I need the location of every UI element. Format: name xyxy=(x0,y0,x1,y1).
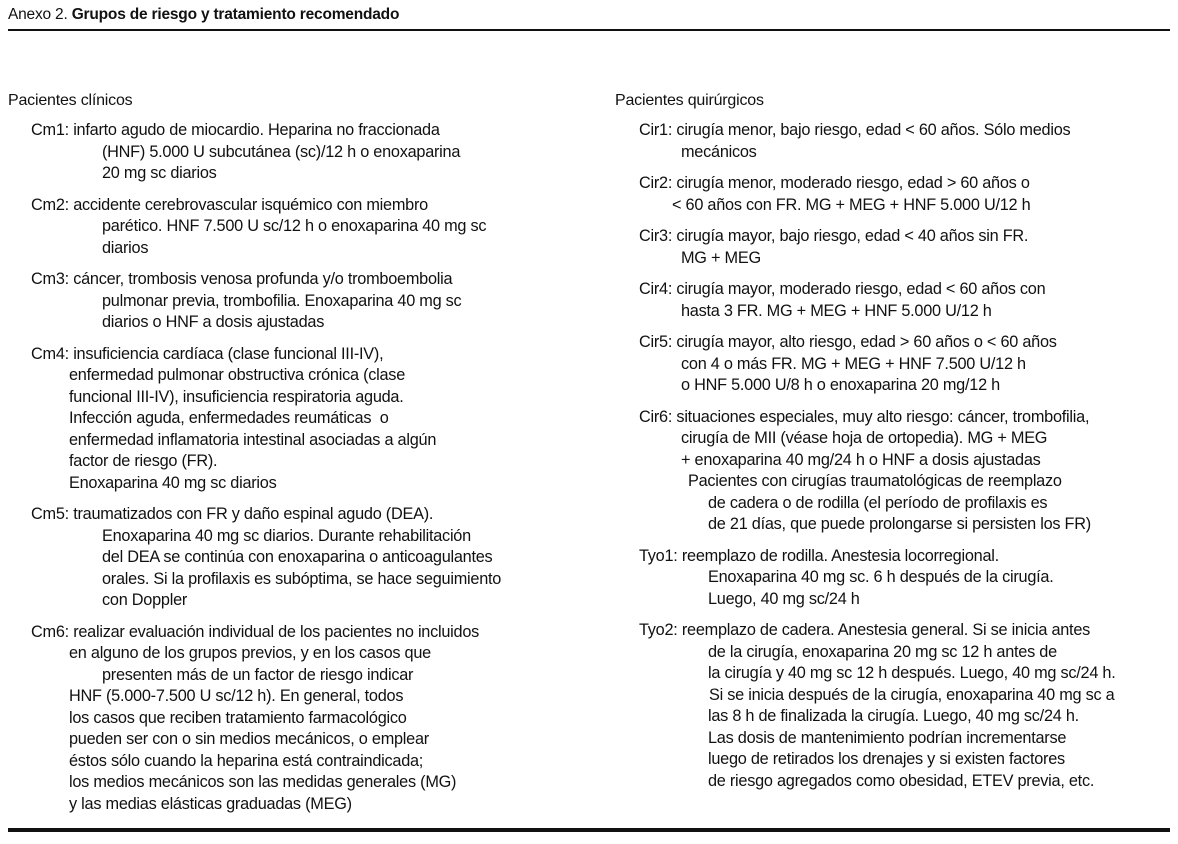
entry-line: las 8 h de finalizada la cirugía. Luego, 40 mg sc/24 h. xyxy=(708,707,1079,725)
entry-line: con 4 o más FR. MG + MEG + HNF 7.500 U/12 h xyxy=(681,354,1026,373)
entry-tyo1 xyxy=(639,546,1174,611)
entry-line: en alguno de los grupos previos, y en los casos que xyxy=(69,644,431,662)
entry-line: y las medias elásticas graduadas (MEG) xyxy=(69,794,352,813)
entry-line: Las dosis de mantenimiento podrían incrementarse xyxy=(708,728,1067,747)
entry-first-line xyxy=(639,332,1174,354)
entry-line: de riesgo agregados como obesidad, ETEV previa, etc. xyxy=(708,771,1095,790)
entry-text: traumatizados con FR y daño espinal agudo (DEA). xyxy=(73,505,434,523)
entry-first-line xyxy=(639,407,1174,429)
entry-cm6 xyxy=(31,622,601,816)
entry-cir2 xyxy=(639,173,1174,216)
entry-line: del DEA se continúa con enoxaparina o anticoagulantes xyxy=(102,548,493,566)
entry-first-line xyxy=(31,504,601,526)
entry-line: (HNF) 5.000 U subcutánea (sc)/12 h o enoxaparina xyxy=(102,142,461,161)
entry-line: pueden ser con o sin medios mecánicos, o emplear xyxy=(69,730,429,748)
entry-first-line xyxy=(639,546,1174,568)
entry-text: cirugía menor, bajo riesgo, edad < 60 años. Sólo medios xyxy=(676,121,1071,139)
entry-cir4 xyxy=(639,279,1174,322)
top-rule xyxy=(8,29,1170,31)
entry-text: insuficiencia cardíaca (clase funcional III-IV), xyxy=(73,344,384,363)
entry-text: reemplazo de rodilla. Anestesia locorregional. xyxy=(681,546,999,565)
entry-line: hasta 3 FR. MG + MEG + HNF 5.000 U/12 h xyxy=(681,301,992,320)
entry-cir1 xyxy=(639,120,1174,163)
entry-cm4 xyxy=(31,344,601,495)
entry-line: la cirugía y 40 mg sc 12 h después. Luego, 40 mg sc/24 h. xyxy=(708,664,1116,682)
heading-surgical-patients: Pacientes quirúrgicos xyxy=(615,92,764,109)
entry-text: cirugía mayor, alto riesgo, edad > 60 años o < 60 años xyxy=(676,333,1057,351)
entry-text: reemplazo de cadera. Anestesia general. Si se inicia antes xyxy=(681,621,1091,639)
entry-text: infarto agudo de miocardio. Heparina no fraccionada xyxy=(73,121,440,139)
entry-line: HNF (5.000-7.500 U sc/12 h). En general, todos xyxy=(69,687,404,705)
entry-line: enfermedad inflamatoria intestinal asociadas a algún xyxy=(69,430,437,449)
entry-line: diarios xyxy=(102,238,149,257)
entry-line: 20 mg sc diarios xyxy=(102,164,217,182)
entry-code: Cir6: xyxy=(639,407,673,426)
entry-text: cirugía menor, moderado riesgo, edad > 60 años o xyxy=(676,174,1030,192)
entry-text: situaciones especiales, muy alto riesgo: cáncer, trombofilia, xyxy=(676,407,1090,426)
entry-tyo2 xyxy=(639,620,1174,792)
entry-line: diarios o HNF a dosis ajustadas xyxy=(102,313,325,331)
bottom-rule xyxy=(8,828,1170,832)
entry-code: Cir5: xyxy=(639,333,673,351)
entry-first-line xyxy=(31,269,601,291)
entry-line: factor de riesgo (FR). xyxy=(69,452,218,470)
clinical-patients-list xyxy=(31,120,601,825)
entry-first-line xyxy=(31,622,601,644)
entry-line: + enoxaparina 40 mg/24 h o HNF a dosis ajustadas xyxy=(681,450,1041,469)
entry-line: Si se inicia después de la cirugía, enoxaparina 40 mg sc a xyxy=(709,685,1115,704)
entry-text: realizar evaluación individual de los pacientes no incluidos xyxy=(73,622,480,641)
surgical-patients-list xyxy=(639,120,1174,802)
entry-code: Tyo1: xyxy=(639,546,678,565)
entry-line: con Doppler xyxy=(102,591,188,609)
entry-code: Cir3: xyxy=(639,227,673,245)
entry-line: presenten más de un factor de riesgo indicar xyxy=(102,665,414,684)
entry-line: Enoxaparina 40 mg sc. 6 h después de la cirugía. xyxy=(708,568,1054,586)
entry-line: cirugía de MII (véase hoja de ortopedia). MG + MEG xyxy=(681,429,1048,447)
entry-first-line xyxy=(639,120,1174,142)
entry-text: accidente cerebrovascular isquémico con miembro xyxy=(73,195,428,214)
entry-cm1 xyxy=(31,120,601,185)
entry-line: o HNF 5.000 U/8 h o enoxaparina 20 mg/12 h xyxy=(681,376,1000,394)
entry-code: Cm5: xyxy=(31,505,69,523)
entry-code: Cm1: xyxy=(31,121,69,139)
entry-first-line xyxy=(31,195,601,217)
entry-text: cirugía mayor, bajo riesgo, edad < 40 años sin FR. xyxy=(676,227,1029,245)
entry-code: Cm2: xyxy=(31,195,69,214)
entry-line: mecánicos xyxy=(681,142,757,161)
entry-line: < 60 años con FR. MG + MEG + HNF 5.000 U/12 h xyxy=(672,195,1031,214)
entry-first-line xyxy=(31,120,601,142)
entry-line: Enoxaparina 40 mg sc diarios xyxy=(69,473,277,492)
entry-line: Infección aguda, enfermedades reumáticas o xyxy=(69,409,389,427)
entry-cir3 xyxy=(639,226,1174,269)
entry-line: enfermedad pulmonar obstructiva crónica (clase xyxy=(69,366,406,384)
entry-first-line xyxy=(639,620,1174,642)
entry-line: de cadera o de rodilla (el período de profilaxis es xyxy=(708,493,1048,512)
entry-code: Cm6: xyxy=(31,622,69,641)
entry-code: Cir2: xyxy=(639,174,673,192)
entry-line: parético. HNF 7.500 U sc/12 h o enoxaparina 40 mg sc xyxy=(102,217,487,235)
entry-line: Pacientes con cirugías traumatológicas de reemplazo xyxy=(688,472,1062,490)
table-title xyxy=(8,6,399,24)
entry-first-line xyxy=(31,344,601,366)
entry-code: Cm3: xyxy=(31,270,69,288)
entry-cir5 xyxy=(639,332,1174,397)
entry-line: MG + MEG xyxy=(681,248,761,267)
entry-line: Luego, 40 mg sc/24 h xyxy=(708,589,860,608)
entry-line: éstos sólo cuando la heparina está contraindicada; xyxy=(69,751,424,770)
entry-line: pulmonar previa, trombofilia. Enoxaparina 40 mg sc xyxy=(102,291,462,310)
entry-code: Tyo2: xyxy=(639,621,678,639)
entry-code: Cir4: xyxy=(639,280,673,298)
entry-cm2 xyxy=(31,195,601,260)
entry-line: los casos que reciben tratamiento farmacológico xyxy=(69,708,407,727)
entry-line: orales. Si la profilaxis es subóptima, se hace seguimiento xyxy=(102,569,502,588)
entry-text: cáncer, trombosis venosa profunda y/o tromboembolia xyxy=(73,270,453,288)
annex-title: Grupos de riesgo y tratamiento recomendado xyxy=(71,6,400,23)
entry-line: Enoxaparina 40 mg sc diarios. Durante rehabilitación xyxy=(102,526,471,545)
annex-label: Anexo 2. xyxy=(8,6,68,23)
entry-code: Cm4: xyxy=(31,344,69,363)
entry-line: de 21 días, que puede prolongarse si persisten los FR) xyxy=(708,515,1091,533)
entry-cm3 xyxy=(31,269,601,334)
entry-code: Cir1: xyxy=(639,121,673,139)
entry-cm5 xyxy=(31,504,601,612)
entry-line: luego de retirados los drenajes y si existen factores xyxy=(708,750,1065,768)
entry-first-line xyxy=(639,226,1174,248)
entry-line: funcional III-IV), insuficiencia respiratoria aguda. xyxy=(69,387,404,406)
entry-first-line xyxy=(639,173,1174,195)
entry-cir6 xyxy=(639,407,1174,536)
entry-line: de la cirugía, enoxaparina 20 mg sc 12 h antes de xyxy=(708,642,1057,661)
entry-text: cirugía mayor, moderado riesgo, edad < 60 años con xyxy=(676,280,1046,298)
entry-line: los medios mecánicos son las medidas generales (MG) xyxy=(69,773,457,791)
heading-clinical-patients: Pacientes clínicos xyxy=(8,92,133,109)
entry-first-line xyxy=(639,279,1174,301)
